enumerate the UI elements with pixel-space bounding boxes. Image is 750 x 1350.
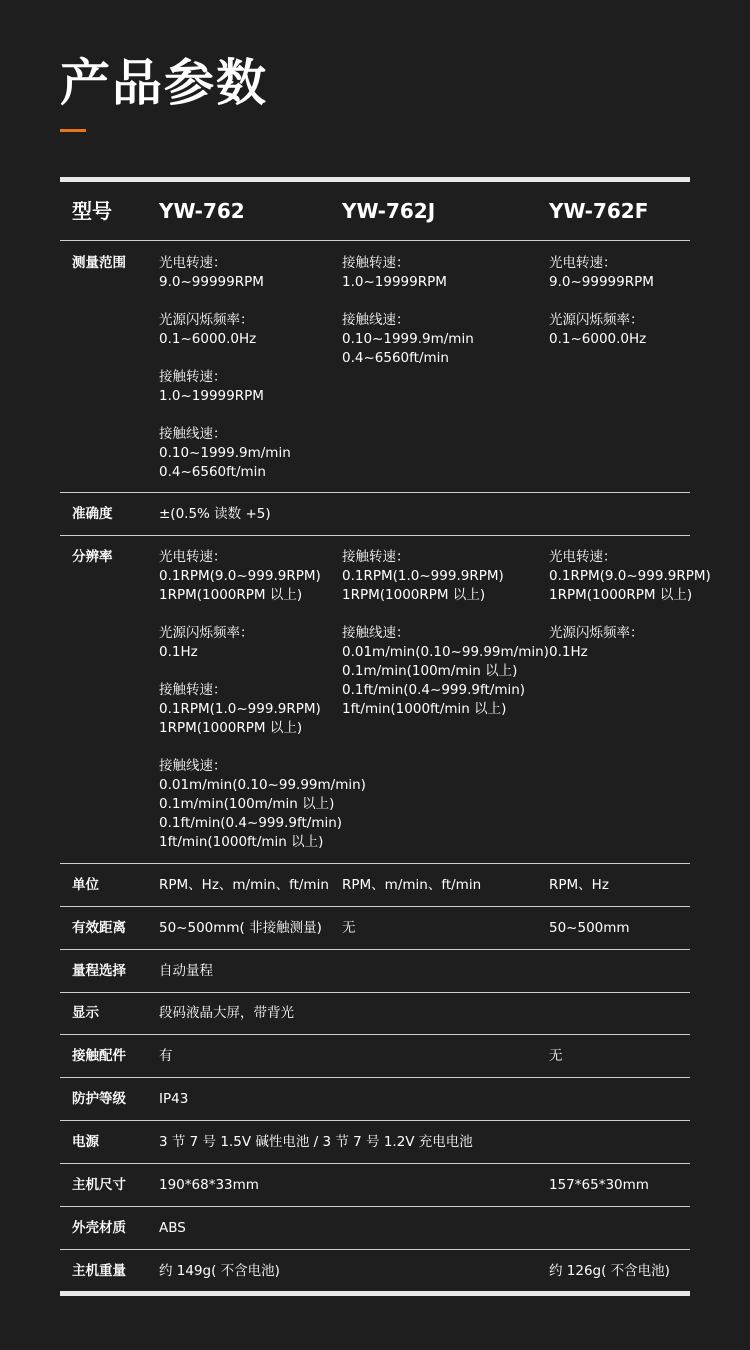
header-model-1: YW-762 [159, 199, 245, 223]
cell-model-1: ±(0.5% 读数 +5) [159, 506, 271, 522]
row-label: 外壳材质 [72, 1220, 126, 1236]
cell-model-1: 有 [159, 1048, 173, 1064]
cell-model-1: 光电转速： 0.1RPM(9.0~999.9RPM) 1RPM(1000RPM 以上) 光源闪烁频率： 0.1Hz 接触转速： 0.1RPM(1.0~999.9RPM) 1RPM(1000RPM 以上) 接触线速： 0.01m/min(0.10~99.99m/min) 0.1m/min(100m/min 以上) 0.1ft/min(0.4~999.9ft/min) 1ft/min(1000ft/min 以上) [159, 549, 366, 850]
cell-model-2: 无 [342, 920, 356, 936]
header-model-label: 型号 [72, 199, 112, 223]
cell-model-2: RPM、m/min、ft/min [342, 877, 482, 893]
table-row-contact-accessory [60, 1035, 690, 1078]
table-row-protection-grade [60, 1078, 690, 1121]
table-header-row [60, 182, 690, 241]
table-row-effective-distance [60, 907, 690, 950]
header-model-3: YW-762F [549, 199, 649, 223]
spec-table [60, 177, 711, 1296]
row-label: 防护等级 [72, 1091, 126, 1107]
header-model-2: YW-762J [342, 199, 436, 223]
cell-model-3: RPM、Hz [549, 877, 609, 893]
page-title: 产品参数 [60, 54, 268, 112]
cell-model-3: 157*65*30mm [549, 1177, 649, 1193]
cell-model-3: 光电转速： 0.1RPM(9.0~999.9RPM) 1RPM(1000RPM 以上) 光源闪烁频率： 0.1Hz [549, 549, 711, 660]
cell-model-1: ABS [159, 1220, 186, 1236]
cell-model-1: 190*68*33mm [159, 1177, 259, 1193]
cell-model-1: 光电转速： 9.0~99999RPM 光源闪烁频率： 0.1~6000.0Hz 接触转速： 1.0~19999RPM 接触线速： 0.10~1999.9m/min 0.4~6560ft/min [159, 255, 291, 480]
row-label: 分辨率 [72, 549, 113, 565]
table-row-display [60, 993, 690, 1035]
table-row-shell-material [60, 1207, 690, 1250]
cell-model-3: 光电转速： 9.0~99999RPM 光源闪烁频率： 0.1~6000.0Hz [549, 255, 654, 347]
cell-model-1: 3 节 7 号 1.5V 碱性电池 / 3 节 7 号 1.2V 充电电池 [159, 1134, 473, 1150]
table-row-range-select [60, 950, 690, 993]
row-label: 单位 [72, 877, 99, 893]
row-label: 准确度 [72, 506, 113, 522]
row-label: 电源 [72, 1134, 99, 1150]
cell-model-1: 自动量程 [159, 963, 213, 979]
row-label: 测量范围 [72, 255, 126, 271]
row-label: 主机重量 [72, 1263, 126, 1279]
row-label: 有效距离 [72, 920, 126, 936]
cell-model-1: 50~500mm( 非接触测量) [159, 920, 322, 936]
row-label: 接触配件 [72, 1048, 126, 1064]
cell-model-1: 段码液晶大屏，带背光 [159, 1005, 294, 1021]
table-row-accuracy [60, 493, 690, 536]
table-row-host-weight [60, 1250, 690, 1291]
cell-model-1: IP43 [159, 1091, 189, 1107]
table-row-resolution [60, 536, 711, 864]
table-row-host-size [60, 1164, 690, 1207]
cell-model-2: 接触转速： 0.1RPM(1.0~999.9RPM) 1RPM(1000RPM 以上) 接触线速： 0.01m/min(0.10~99.99m/min) 0.1m/min(100m/min 以上) 0.1ft/min(0.4~999.9ft/min) 1ft/min(1000ft/min 以上) [342, 549, 549, 717]
cell-model-3: 无 [549, 1048, 563, 1064]
row-label: 量程选择 [72, 963, 126, 979]
cell-model-3: 50~500mm [549, 920, 630, 936]
title-accent-bar [60, 129, 86, 132]
row-label: 主机尺寸 [72, 1177, 126, 1193]
table-row-measure-range [60, 241, 690, 493]
cell-model-1: RPM、Hz、m/min、ft/min [159, 877, 329, 893]
cell-model-3: 约 126g( 不含电池) [549, 1263, 670, 1279]
table-row-units [60, 864, 690, 907]
cell-model-2: 接触转速： 1.0~19999RPM 接触线速： 0.10~1999.9m/min 0.4~6560ft/min [342, 255, 474, 366]
table-row-power [60, 1121, 690, 1164]
row-label: 显示 [72, 1005, 99, 1021]
cell-model-1: 约 149g( 不含电池) [159, 1263, 280, 1279]
